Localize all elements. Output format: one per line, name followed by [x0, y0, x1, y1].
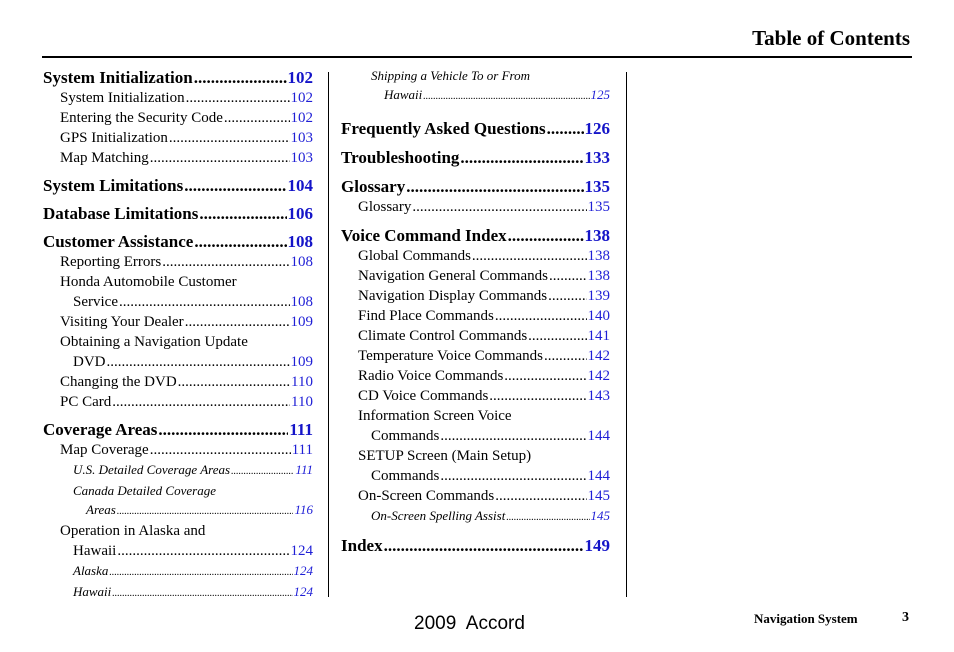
toc-entry-shipping-line1: Shipping a Vehicle To or From — [371, 68, 531, 83]
toc-entry-canada-coverage[interactable]: Areas ..... 116 — [43, 500, 313, 521]
toc-entry-alaska[interactable]: Alaska ..... 124 — [43, 561, 313, 582]
page-title: Table of Contents — [752, 26, 910, 50]
toc-entry-cd-voice-commands[interactable]: CD Voice Commands ..... 143 — [341, 386, 610, 406]
toc-entry-security-code[interactable]: Entering the Security Code ..... 102 — [43, 108, 313, 128]
toc-entry-find-place-commands[interactable]: Find Place Commands ..... 140 — [341, 306, 610, 326]
toc-entry-shipping-vehicle[interactable]: Hawaii ..... 125 — [341, 85, 610, 106]
toc-entry-database-limitations[interactable]: Database Limitations ..... 106 — [43, 203, 313, 224]
toc-entry-nav-display-commands[interactable]: Navigation Display Commands ..... 139 — [341, 286, 610, 306]
toc-entry-system-initialization-sub[interactable]: System Initialization ..... 102 — [43, 88, 313, 108]
toc-entry-temperature-voice-commands[interactable]: Temperature Voice Commands ..... 142 — [341, 346, 610, 366]
toc-entry-alaska-hawaii-line1: Operation in Alaska and — [60, 523, 206, 539]
toc-entry-canada-coverage-line1: Canada Detailed Coverage — [73, 483, 216, 498]
toc-entry-map-coverage[interactable]: Map Coverage ..... 111 — [43, 440, 313, 460]
toc-entry-glossary[interactable]: Glossary ..... 135 — [341, 176, 610, 197]
toc-entry-coverage-areas[interactable]: Coverage Areas ..... 111 — [43, 419, 313, 440]
toc-entry-setup-screen-commands[interactable]: Commands ..... 144 — [341, 466, 610, 486]
toc-entry-troubleshooting[interactable]: Troubleshooting ..... 133 — [341, 147, 610, 168]
toc-entry-visiting-dealer[interactable]: Visiting Your Dealer ..... 109 — [43, 312, 313, 332]
toc-entry-setup-screen-line1: SETUP Screen (Main Setup) — [358, 448, 532, 464]
toc-entry-changing-dvd[interactable]: Changing the DVD ..... 110 — [43, 372, 313, 392]
toc-entry-alaska-hawaii[interactable]: Hawaii ..... 124 — [43, 541, 313, 561]
toc-entry-navigation-update-dvd[interactable]: DVD ..... 109 — [43, 352, 313, 372]
toc-entry-faq[interactable]: Frequently Asked Questions ..... 126 — [341, 118, 610, 139]
toc-entry-honda-customer-service-line1: Honda Automobile Customer — [60, 274, 237, 290]
column-divider-right — [626, 72, 627, 597]
toc-entry-honda-customer-service[interactable]: Service ..... 108 — [43, 292, 313, 312]
toc-entry-climate-control-commands[interactable]: Climate Control Commands ..... 141 — [341, 326, 610, 346]
footer-model-label: 2009 Accord — [414, 613, 525, 634]
toc-entry-info-screen-line1: Information Screen Voice — [358, 408, 512, 424]
toc-column-1 — [43, 66, 313, 603]
toc-entry-glossary-sub[interactable]: Glossary ..... 135 — [341, 197, 610, 217]
toc-entry-navigation-update-line1: Obtaining a Navigation Update — [60, 334, 248, 350]
toc-column-2 — [341, 66, 610, 556]
toc-entry-index[interactable]: Index ..... 149 — [341, 535, 610, 556]
toc-entry-map-matching[interactable]: Map Matching ..... 103 — [43, 148, 313, 168]
toc-entry-spelling-assist[interactable]: On-Screen Spelling Assist ..... 145 — [341, 506, 610, 527]
column-divider-left — [328, 72, 329, 597]
toc-entry-gps-initialization[interactable]: GPS Initialization ..... 103 — [43, 128, 313, 148]
title-rule — [42, 56, 912, 58]
toc-entry-info-screen-commands[interactable]: Commands ..... 144 — [341, 426, 610, 446]
toc-entry-hawaii[interactable]: Hawaii ..... 124 — [43, 582, 313, 603]
toc-entry-pc-card[interactable]: PC Card ..... 110 — [43, 392, 313, 412]
toc-entry-on-screen-commands[interactable]: On-Screen Commands ..... 145 — [341, 486, 610, 506]
footer-page-number: 3 — [902, 610, 909, 625]
toc-entry-system-initialization[interactable]: System Initialization ..... 102 — [43, 67, 313, 88]
toc-entry-us-coverage[interactable]: U.S. Detailed Coverage Areas ..... 111 — [43, 460, 313, 481]
toc-entry-voice-command-index[interactable]: Voice Command Index ..... 138 — [341, 225, 610, 246]
toc-entry-global-commands[interactable]: Global Commands ..... 138 — [341, 246, 610, 266]
toc-entry-system-limitations[interactable]: System Limitations ..... 104 — [43, 175, 313, 196]
toc-entry-radio-voice-commands[interactable]: Radio Voice Commands ..... 142 — [341, 366, 610, 386]
toc-entry-reporting-errors[interactable]: Reporting Errors ..... 108 — [43, 252, 313, 272]
toc-entry-nav-general-commands[interactable]: Navigation General Commands ..... 138 — [341, 266, 610, 286]
toc-entry-customer-assistance[interactable]: Customer Assistance ..... 108 — [43, 231, 313, 252]
footer-section-name: Navigation System — [754, 611, 858, 626]
